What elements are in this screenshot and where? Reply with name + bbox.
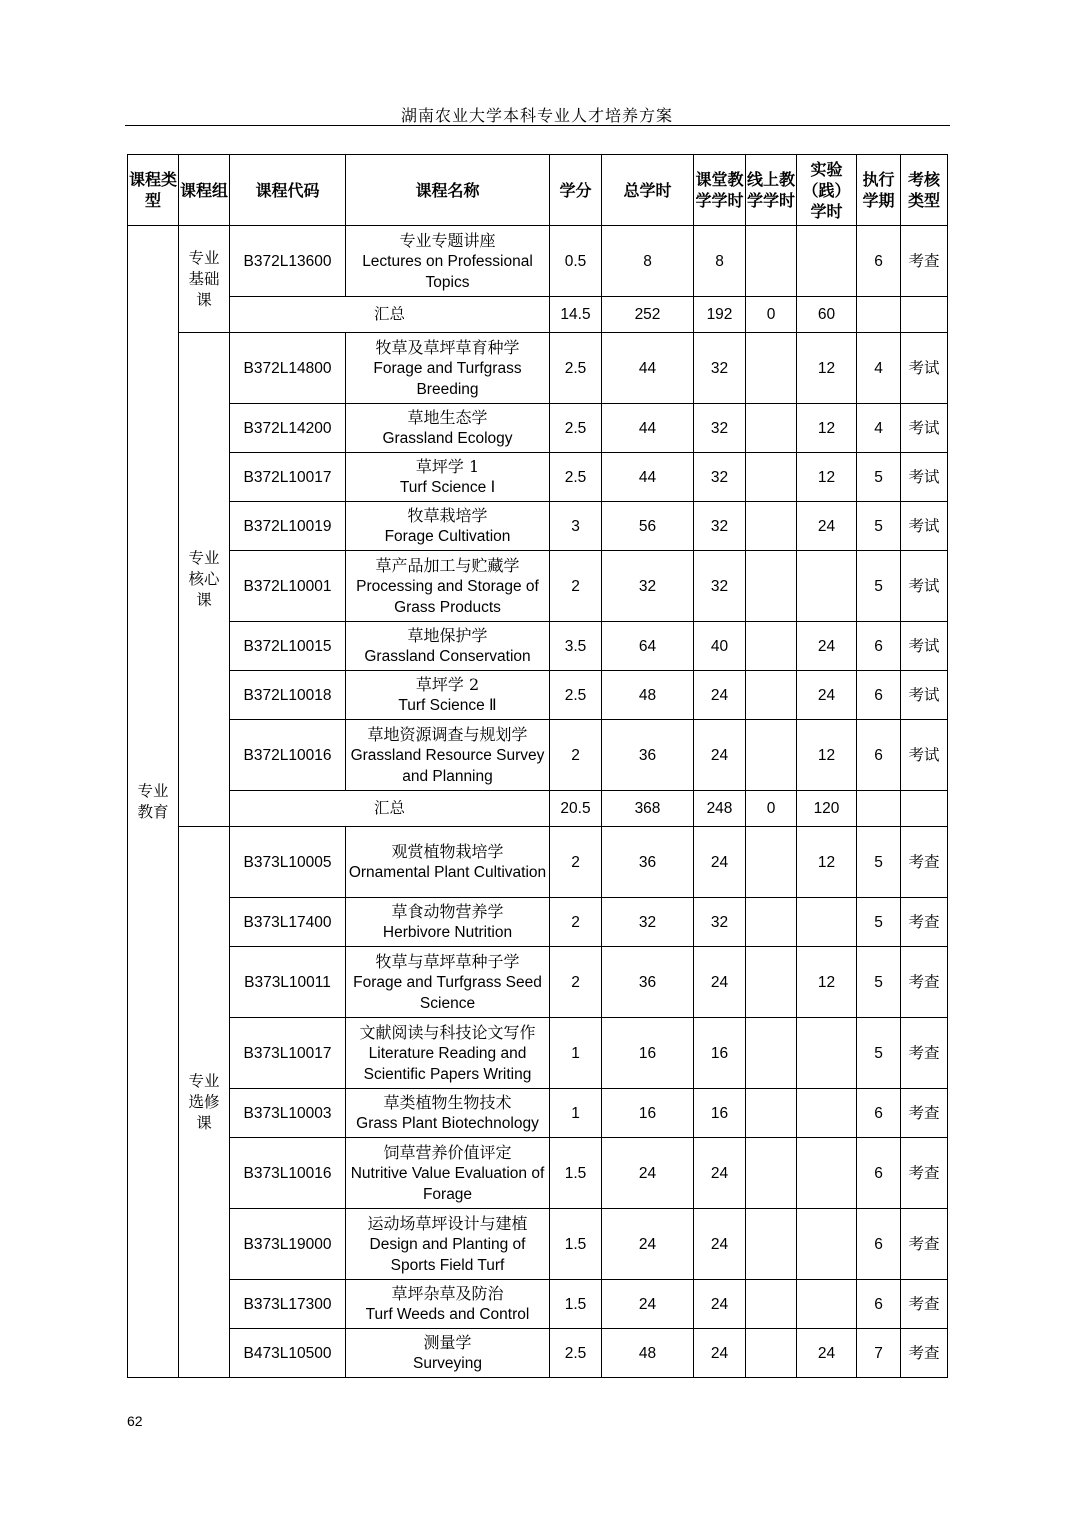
class-cell: 8: [694, 226, 746, 297]
class-cell: 24: [694, 947, 746, 1018]
summary-lab-cell: 60: [797, 297, 857, 333]
course-name-zh: 运动场草坪设计与建植: [367, 1213, 528, 1233]
course-name-en: Turf Science Ⅱ: [398, 697, 497, 714]
table-row: [128, 947, 948, 1018]
lab-cell: 24: [797, 1329, 857, 1378]
column-header: 课程组: [179, 155, 230, 226]
class-cell: 24: [694, 1280, 746, 1329]
online-cell: [746, 333, 797, 404]
total-cell: 36: [602, 827, 694, 898]
course-code-cell: B372L10015: [230, 622, 346, 671]
course-name-cell: [346, 720, 550, 791]
exam-type-cell: 考查: [901, 226, 948, 297]
exam-type-cell: 考查: [901, 1089, 948, 1138]
column-header: 学分: [550, 155, 602, 226]
online-cell: [746, 453, 797, 502]
summary-online-cell: 0: [746, 791, 797, 827]
course-code-cell: B373L10003: [230, 1089, 346, 1138]
table-row: [128, 827, 948, 898]
term-cell: 4: [857, 333, 901, 404]
credit-cell: 3: [550, 502, 602, 551]
summary-label: 汇总: [230, 297, 550, 333]
course-name-en: Nutritive Value Evaluation of Forage: [350, 1164, 545, 1203]
course-code-cell: B372L14800: [230, 333, 346, 404]
table-row: [128, 1280, 948, 1329]
total-cell: 36: [602, 947, 694, 1018]
course-code-cell: B372L10019: [230, 502, 346, 551]
term-cell: 4: [857, 404, 901, 453]
course-name-en: Grassland Conservation: [364, 648, 531, 665]
table-row: [128, 1089, 948, 1138]
table-row: [128, 404, 948, 453]
term-cell: 7: [857, 1329, 901, 1378]
course-name-en: Lectures on Professional Topics: [362, 252, 533, 291]
lab-cell: [797, 1280, 857, 1329]
column-header: 考核类型: [901, 155, 948, 226]
credit-cell: 0.5: [550, 226, 602, 297]
class-cell: 24: [694, 1138, 746, 1209]
class-cell: 32: [694, 898, 746, 947]
course-name-cell: [346, 453, 550, 502]
course-name-en: Forage and Turfgrass Breeding: [373, 359, 522, 398]
table-row: [128, 898, 948, 947]
column-header: 课堂教学学时: [694, 155, 746, 226]
term-cell: 5: [857, 827, 901, 898]
exam-type-cell: 考试: [901, 453, 948, 502]
online-cell: [746, 1280, 797, 1329]
course-code-cell: B372L13600: [230, 226, 346, 297]
credit-cell: 1: [550, 1089, 602, 1138]
course-code-cell: B372L14200: [230, 404, 346, 453]
credit-cell: 2.5: [550, 453, 602, 502]
exam-type-cell: 考查: [901, 898, 948, 947]
exam-type-cell: 考试: [901, 404, 948, 453]
exam-type-cell: 考试: [901, 622, 948, 671]
credit-cell: 2: [550, 720, 602, 791]
total-cell: 8: [602, 226, 694, 297]
exam-type-cell: 考试: [901, 333, 948, 404]
course-code-cell: B473L10500: [230, 1329, 346, 1378]
online-cell: [746, 898, 797, 947]
course-name-en: Ornamental Plant Cultivation: [348, 864, 547, 881]
course-name-cell: [346, 502, 550, 551]
exam-type-cell: 考查: [901, 947, 948, 1018]
column-header: 总学时: [602, 155, 694, 226]
summary-class-cell: 192: [694, 297, 746, 333]
summary-total-cell: 368: [602, 791, 694, 827]
course-name-cell: [346, 333, 550, 404]
summary-total-cell: 252: [602, 297, 694, 333]
course-code-cell: B373L19000: [230, 1209, 346, 1280]
course-name-cell: [346, 1018, 550, 1089]
credit-cell: 2: [550, 947, 602, 1018]
course-code-cell: B373L17400: [230, 898, 346, 947]
online-cell: [746, 622, 797, 671]
exam-type-cell: 考查: [901, 827, 948, 898]
table-row: [128, 551, 948, 622]
course-name-zh: 草坪学 2: [415, 675, 480, 694]
lab-cell: 12: [797, 333, 857, 404]
online-cell: [746, 502, 797, 551]
lab-cell: 12: [797, 453, 857, 502]
course-code-cell: B372L10016: [230, 720, 346, 791]
table-row: [128, 1138, 948, 1209]
class-cell: 32: [694, 453, 746, 502]
course-name-zh: 草坪学 1: [415, 457, 480, 476]
online-cell: [746, 720, 797, 791]
course-name-cell: [346, 404, 550, 453]
online-cell: [746, 1138, 797, 1209]
course-name-en: Grassland Resource Survey and Planning: [350, 746, 545, 785]
table-header-row: [128, 155, 948, 226]
online-cell: [746, 1018, 797, 1089]
course-name-zh: 测量学: [423, 1333, 472, 1352]
lab-cell: 24: [797, 671, 857, 720]
total-cell: 44: [602, 404, 694, 453]
total-cell: 16: [602, 1089, 694, 1138]
table-row: [128, 1209, 948, 1280]
online-cell: [746, 671, 797, 720]
column-header: 线上教学学时: [746, 155, 797, 226]
summary-empty-cell: [901, 791, 948, 827]
course-code-cell: B372L10018: [230, 671, 346, 720]
summary-credit-cell: 14.5: [550, 297, 602, 333]
table-row: [128, 1018, 948, 1089]
page-header-title: 湖南农业大学本科专业人才培养方案: [400, 106, 673, 125]
lab-cell: 12: [797, 404, 857, 453]
summary-empty-cell: [857, 791, 901, 827]
table-row: [128, 453, 948, 502]
summary-empty-cell: [901, 297, 948, 333]
course-name-en: Turf Weeds and Control: [365, 1306, 530, 1323]
term-cell: 5: [857, 551, 901, 622]
course-name-cell: [346, 671, 550, 720]
online-cell: [746, 404, 797, 453]
course-code-cell: B373L17300: [230, 1280, 346, 1329]
course-name-zh: 草食动物营养学: [391, 902, 504, 921]
summary-row: [128, 297, 948, 333]
column-header: 执行学期: [857, 155, 901, 226]
course-name-en: Turf Science Ⅰ: [399, 479, 496, 496]
course-name-en: Forage Cultivation: [384, 528, 511, 545]
summary-lab-cell: 120: [797, 791, 857, 827]
course-name-en: Surveying: [413, 1355, 482, 1372]
summary-credit-cell: 20.5: [550, 791, 602, 827]
summary-class-cell: 248: [694, 791, 746, 827]
lab-cell: [797, 1138, 857, 1209]
total-cell: 44: [602, 453, 694, 502]
total-cell: 16: [602, 1018, 694, 1089]
class-cell: 32: [694, 502, 746, 551]
credit-cell: 2: [550, 827, 602, 898]
summary-empty-cell: [857, 297, 901, 333]
online-cell: [746, 947, 797, 1018]
online-cell: [746, 1089, 797, 1138]
table-row: [128, 1329, 948, 1378]
table-body: [128, 226, 948, 1378]
total-cell: 32: [602, 898, 694, 947]
total-cell: 48: [602, 671, 694, 720]
summary-row: [128, 791, 948, 827]
course-table: [127, 154, 948, 1378]
column-header: 课程名称: [346, 155, 550, 226]
term-cell: 6: [857, 226, 901, 297]
exam-type-cell: 考查: [901, 1018, 948, 1089]
course-name-zh: 草坪杂草及防治: [391, 1284, 504, 1303]
course-name-cell: [346, 898, 550, 947]
credit-cell: 1.5: [550, 1209, 602, 1280]
exam-type-cell: 考查: [901, 1329, 948, 1378]
course-code-cell: B373L10016: [230, 1138, 346, 1209]
exam-type-cell: 考试: [901, 551, 948, 622]
total-cell: 48: [602, 1329, 694, 1378]
course-name-zh: 牧草及草坪草育种学: [375, 337, 520, 357]
term-cell: 5: [857, 947, 901, 1018]
total-cell: 44: [602, 333, 694, 404]
total-cell: 24: [602, 1209, 694, 1280]
course-name-cell: [346, 1329, 550, 1378]
term-cell: 6: [857, 1138, 901, 1209]
class-cell: 32: [694, 333, 746, 404]
exam-type-cell: 考查: [901, 1280, 948, 1329]
credit-cell: 3.5: [550, 622, 602, 671]
course-name-zh: 草地资源调查与规划学: [367, 724, 528, 744]
term-cell: 6: [857, 1089, 901, 1138]
course-name-cell: [346, 1089, 550, 1138]
online-cell: [746, 551, 797, 622]
exam-type-cell: 考试: [901, 671, 948, 720]
term-cell: 5: [857, 502, 901, 551]
lab-cell: [797, 1209, 857, 1280]
course-name-cell: [346, 551, 550, 622]
lab-cell: 12: [797, 720, 857, 791]
total-cell: 56: [602, 502, 694, 551]
class-cell: 32: [694, 404, 746, 453]
course-name-zh: 牧草与草坪草种子学: [375, 951, 520, 971]
lab-cell: [797, 898, 857, 947]
course-code-cell: B373L10011: [230, 947, 346, 1018]
table-row: [128, 671, 948, 720]
credit-cell: 1.5: [550, 1138, 602, 1209]
course-group-cell: 专业核心课: [179, 333, 230, 827]
column-header: 实验（践）学时: [797, 155, 857, 226]
exam-type-cell: 考查: [901, 1138, 948, 1209]
total-cell: 24: [602, 1280, 694, 1329]
course-name-cell: [346, 622, 550, 671]
credit-cell: 1: [550, 1018, 602, 1089]
term-cell: 6: [857, 1280, 901, 1329]
course-name-zh: 观赏植物栽培学: [391, 842, 504, 861]
course-name-zh: 文献阅读与科技论文写作: [359, 1022, 536, 1042]
lab-cell: [797, 551, 857, 622]
exam-type-cell: 考查: [901, 1209, 948, 1280]
class-cell: 16: [694, 1018, 746, 1089]
lab-cell: [797, 1018, 857, 1089]
course-code-cell: B373L10005: [230, 827, 346, 898]
course-name-en: Grassland Ecology: [382, 430, 513, 447]
term-cell: 6: [857, 1209, 901, 1280]
course-name-en: Literature Reading and Scientific Papers Writing: [363, 1044, 532, 1083]
class-cell: 40: [694, 622, 746, 671]
summary-online-cell: 0: [746, 297, 797, 333]
online-cell: [746, 1209, 797, 1280]
course-name-zh: 草地保护学: [407, 626, 488, 645]
course-code-cell: B372L10017: [230, 453, 346, 502]
course-code-cell: B373L10017: [230, 1018, 346, 1089]
total-cell: 64: [602, 622, 694, 671]
column-header: 课程代码: [230, 155, 346, 226]
lab-cell: 12: [797, 827, 857, 898]
course-name-zh: 专业专题讲座: [399, 230, 496, 250]
course-group-cell: 专业选修课: [179, 827, 230, 1378]
course-name-en: Forage and Turfgrass Seed Science: [353, 973, 542, 1012]
exam-type-cell: 考试: [901, 720, 948, 791]
class-cell: 24: [694, 1329, 746, 1378]
course-name-cell: [346, 1209, 550, 1280]
table-row: [128, 720, 948, 791]
course-name-zh: 牧草栽培学: [407, 506, 488, 525]
online-cell: [746, 226, 797, 297]
course-name-en: Grass Plant Biotechnology: [356, 1115, 539, 1132]
term-cell: 5: [857, 898, 901, 947]
course-name-zh: 草地生态学: [407, 408, 488, 427]
lab-cell: [797, 226, 857, 297]
course-name-en: Herbivore Nutrition: [382, 924, 513, 941]
lab-cell: 12: [797, 947, 857, 1018]
course-name-zh: 饲草营养价值评定: [383, 1142, 512, 1162]
table-row: [128, 333, 948, 404]
online-cell: [746, 827, 797, 898]
table-row: [128, 226, 948, 297]
credit-cell: 2.5: [550, 333, 602, 404]
course-name-cell: [346, 947, 550, 1018]
course-name-en: Design and Planting of Sports Field Turf: [369, 1235, 526, 1274]
class-cell: 32: [694, 551, 746, 622]
total-cell: 24: [602, 1138, 694, 1209]
table-row: [128, 622, 948, 671]
course-type-cell: 专业教育: [128, 226, 179, 1378]
credit-cell: 2: [550, 551, 602, 622]
exam-type-cell: 考试: [901, 502, 948, 551]
course-name-zh: 草产品加工与贮藏学: [375, 555, 520, 575]
credit-cell: 1.5: [550, 1280, 602, 1329]
course-name-cell: [346, 1138, 550, 1209]
course-name-cell: [346, 827, 550, 898]
total-cell: 32: [602, 551, 694, 622]
term-cell: 6: [857, 720, 901, 791]
class-cell: 24: [694, 827, 746, 898]
column-header: 课程类型: [128, 155, 179, 226]
term-cell: 6: [857, 622, 901, 671]
credit-cell: 2.5: [550, 1329, 602, 1378]
credit-cell: 2.5: [550, 404, 602, 453]
course-name-cell: [346, 1280, 550, 1329]
lab-cell: 24: [797, 622, 857, 671]
course-name-en: Processing and Storage of Grass Products: [356, 577, 539, 616]
course-code-cell: B372L10001: [230, 551, 346, 622]
credit-cell: 2: [550, 898, 602, 947]
lab-cell: 24: [797, 502, 857, 551]
class-cell: 24: [694, 1209, 746, 1280]
header-divider: [125, 125, 950, 126]
table-row: [128, 502, 948, 551]
summary-label: 汇总: [230, 791, 550, 827]
class-cell: 24: [694, 671, 746, 720]
course-group-cell: 专业基础课: [179, 226, 230, 333]
course-name-cell: [346, 226, 550, 297]
online-cell: [746, 1329, 797, 1378]
credit-cell: 2.5: [550, 671, 602, 720]
class-cell: 16: [694, 1089, 746, 1138]
term-cell: 5: [857, 453, 901, 502]
total-cell: 36: [602, 720, 694, 791]
term-cell: 5: [857, 1018, 901, 1089]
page-number: 62: [127, 1413, 143, 1429]
lab-cell: [797, 1089, 857, 1138]
term-cell: 6: [857, 671, 901, 720]
course-name-zh: 草类植物生物技术: [383, 1093, 512, 1112]
class-cell: 24: [694, 720, 746, 791]
